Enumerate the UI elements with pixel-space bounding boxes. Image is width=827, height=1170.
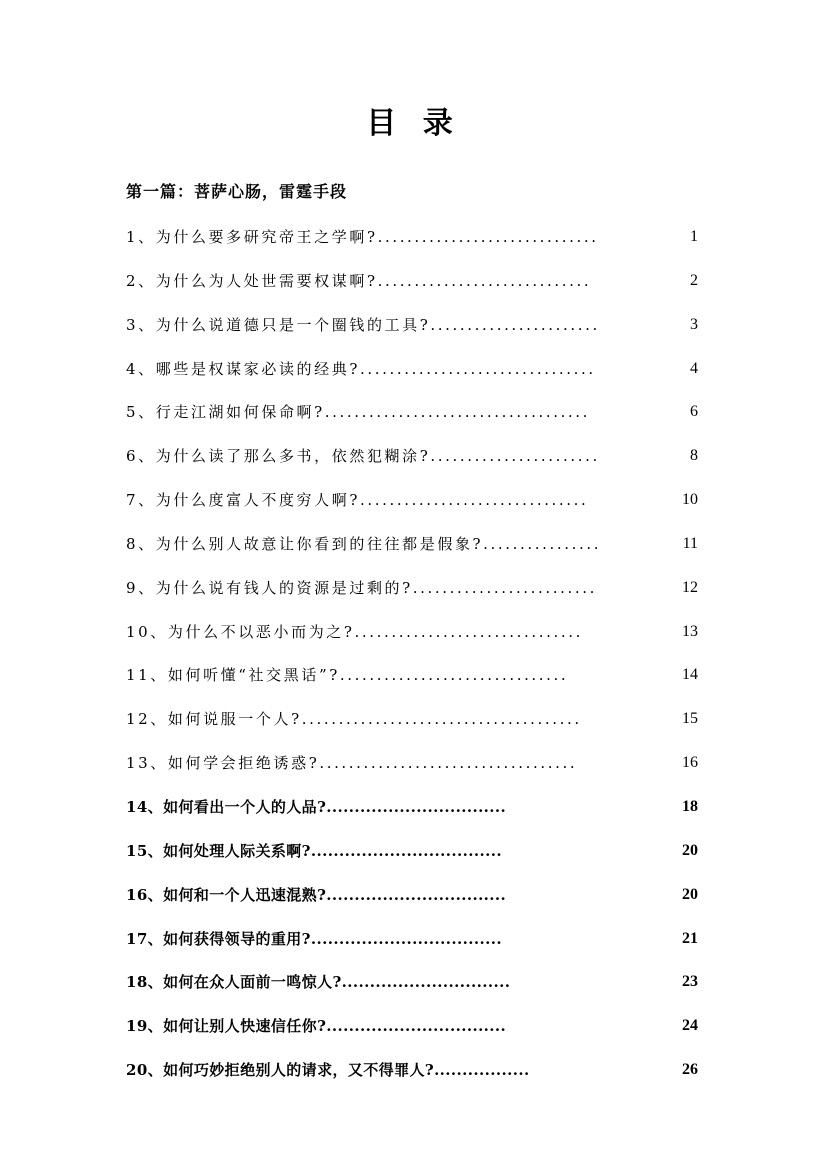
toc-entry-page: 13 [682, 622, 698, 640]
toc-entry-page: 16 [682, 754, 698, 772]
toc-entry-page: 1 [690, 228, 698, 245]
toc-entry-page: 11 [682, 534, 698, 552]
toc-entry[interactable] [126, 310, 698, 354]
toc-entry-label: 19、如何让别人快速信任你?................................ [126, 1017, 507, 1036]
toc-entry-page: 10 [682, 491, 698, 509]
toc-entry-page: 3 [690, 315, 698, 333]
toc-entry[interactable] [126, 529, 698, 573]
toc-entry-label: 20、如何巧妙拒绝别人的请求，又不得罪人?................. [126, 1061, 530, 1080]
toc-entry[interactable] [126, 704, 698, 748]
toc-entry-page: 6 [690, 403, 698, 421]
toc-title: 目 录 [366, 106, 461, 141]
toc-entry-label: 8、为什么别人故意让你看到的往往都是假象?................ [126, 534, 602, 553]
toc-entry[interactable] [126, 836, 698, 880]
toc-entry-label: 14、如何看出一个人的人品?................................ [126, 797, 507, 816]
toc-entry-label: 3、为什么说道德只是一个圈钱的工具?....................... [126, 315, 600, 334]
toc-entry[interactable] [126, 222, 698, 266]
toc-entry-page: 4 [690, 359, 698, 377]
toc-entry-label: 10、为什么不以恶小而为之?............................... [126, 622, 583, 641]
toc-entry[interactable] [126, 266, 698, 310]
toc-entry[interactable] [126, 660, 698, 704]
toc-entry[interactable] [126, 792, 698, 836]
toc-entry[interactable] [126, 924, 698, 968]
toc-entry-label: 13、如何学会拒绝诱惑?................................... [126, 754, 578, 773]
toc-entry-label: 9、为什么说有钱人的资源是过剩的?......................... [126, 578, 597, 597]
toc-entry-label: 11、如何听懂“社交黑话”?............................... [126, 666, 569, 685]
toc-entry-label: 7、为什么度富人不度穷人啊?............................... [126, 491, 589, 510]
toc-entry-page: 21 [682, 929, 698, 947]
toc-entry[interactable] [126, 748, 698, 792]
toc-entry-label: 2、为什么为人处世需要权谋啊?............................. [126, 271, 592, 290]
toc-entry[interactable] [126, 441, 698, 485]
toc-entry[interactable] [126, 354, 698, 398]
section-heading: 第一篇：菩萨心肠，雷霆手段 [126, 182, 348, 201]
toc-entry-page: 26 [682, 1061, 698, 1079]
toc-entry-page: 8 [690, 447, 698, 465]
toc-entry-page: 14 [682, 666, 698, 684]
toc-entry-page: 20 [682, 841, 698, 859]
toc-entry-label: 17、如何获得领导的重用?.................................. [126, 929, 503, 948]
toc-entry-label: 16、如何和一个人迅速混熟?................................ [126, 885, 507, 904]
toc-entry[interactable] [126, 397, 698, 441]
toc-entry[interactable] [126, 967, 698, 1011]
toc-entry-label: 12、如何说服一个人?...................................... [126, 710, 582, 729]
toc-entry-label: 1、为什么要多研究帝王之学啊?.............................. [126, 228, 599, 246]
toc-entry-page: 2 [690, 271, 698, 289]
toc-entry[interactable] [126, 1055, 698, 1099]
toc-entry-label: 18、如何在众人面前一鸣惊人?.............................. [126, 973, 511, 992]
toc-entry-label: 15、如何处理人际关系啊?.................................. [126, 841, 503, 860]
toc-entry-page: 23 [682, 973, 698, 991]
toc-entry-label: 5、行走江湖如何保命啊?.................................... [126, 403, 591, 422]
toc-entry-page: 15 [682, 710, 698, 728]
toc-entry-page: 12 [682, 578, 698, 596]
toc-entry[interactable] [126, 617, 698, 661]
toc-entry[interactable] [126, 880, 698, 924]
toc-entry[interactable] [126, 1011, 698, 1055]
toc-entry[interactable] [126, 573, 698, 617]
toc-entry-page: 20 [682, 885, 698, 903]
table-of-contents [126, 222, 698, 1099]
toc-entry-label: 4、哪些是权谋家必读的经典?................................ [126, 359, 596, 378]
toc-entry[interactable] [126, 485, 698, 529]
toc-entry-page: 24 [682, 1017, 698, 1035]
toc-entry-page: 18 [682, 797, 698, 815]
toc-entry-label: 6、为什么读了那么多书，依然犯糊涂?....................... [126, 447, 600, 466]
